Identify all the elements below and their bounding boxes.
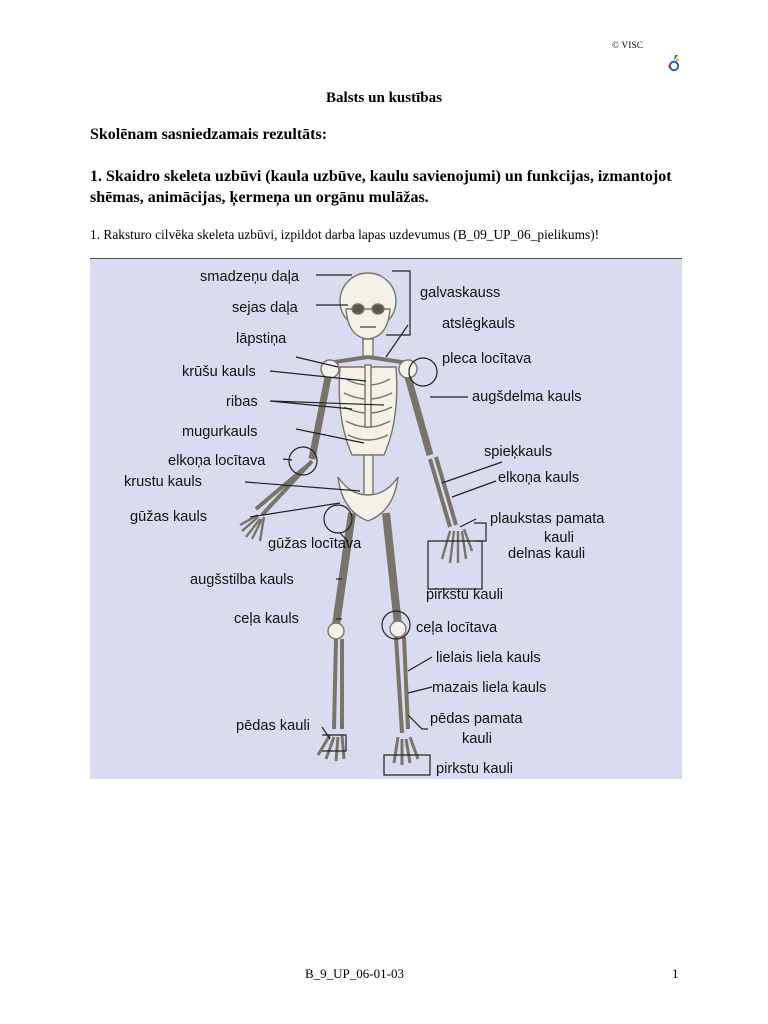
- document-title: Balsts un kustības: [326, 90, 442, 106]
- label-atslegkauls: atslēgkauls: [442, 316, 516, 332]
- label-lapstina: lāpstiņa: [236, 331, 287, 347]
- result-heading: Skolēnam sasniedzamais rezultāts:: [90, 126, 328, 143]
- label-mazais-liela-kauls: mazais liela kauls: [432, 680, 547, 696]
- label-ribas: ribas: [226, 394, 258, 410]
- label-krusu-kauls: krūšu kauls: [182, 364, 256, 380]
- skeleton-figure: [90, 259, 682, 779]
- label-galvaskauss: galvaskauss: [420, 285, 501, 301]
- label-pedas-kauli: pēdas kauli: [236, 718, 310, 734]
- label-krustu-kauls: krustu kauls: [124, 474, 202, 490]
- learning-outcome: 1. Skaidro skeleta uzbūvi (kaula uzbūve, kaulu savienojumi) un funkcijas, izmantojot shēmas, animācijas, ķermeņa un orgānu mulāžas.: [90, 168, 672, 206]
- label-guzas-locitava: gūžas locītava: [268, 536, 362, 552]
- task-instruction: 1. Raksturo cilvēka skeleta uzbūvi, izpildot darba lapas uzdevumus (B_09_UP_06_pielikums)!: [90, 227, 600, 242]
- label-mugurkauls: mugurkauls: [182, 424, 258, 440]
- label-pirkstu-kauli-hand: pirkstu kauli: [426, 587, 504, 603]
- label-augsstilba-kauls: augšstilba kauls: [190, 572, 294, 588]
- label-pleca-locitava: pleca locītava: [442, 351, 532, 367]
- label-lielais-liela-kauls: lielais liela kauls: [436, 650, 541, 666]
- label-elkona-locitava: elkoņa locītava: [168, 453, 266, 469]
- footer-document-code: B_9_UP_06-01-03: [305, 966, 404, 981]
- label-sejas-dala: sejas daļa: [232, 300, 298, 316]
- label-augsdelma-kauls: augšdelma kauls: [472, 389, 582, 405]
- label-guzas-kauls: gūžas kauls: [130, 509, 208, 525]
- label-smadzenu-dala: smadzeņu daļa: [200, 269, 299, 285]
- label-plaukstas-kauli: kauli: [544, 530, 575, 546]
- label-elkona-kauls: elkoņa kauls: [498, 470, 580, 486]
- skeleton-diagram: [90, 259, 682, 779]
- label-delnas-kauli: delnas kauli: [508, 546, 586, 562]
- label-pedas-pamata: pēdas pamata: [430, 711, 523, 727]
- copyright-notice: © VISC: [612, 40, 644, 50]
- label-plaukstas-pamata: plaukstas pamata: [490, 511, 605, 527]
- page-number: 1: [672, 966, 679, 981]
- label-cela-kauls: ceļa kauls: [234, 611, 299, 627]
- label-pedas-kauli-2: kauli: [462, 731, 493, 747]
- label-cela-locitava: ceļa locītava: [416, 620, 498, 636]
- label-pirkstu-kauli-foot: pirkstu kauli: [436, 761, 514, 777]
- visc-logo-icon: [666, 54, 682, 72]
- label-spiekkauls: spieķkauls: [484, 444, 553, 460]
